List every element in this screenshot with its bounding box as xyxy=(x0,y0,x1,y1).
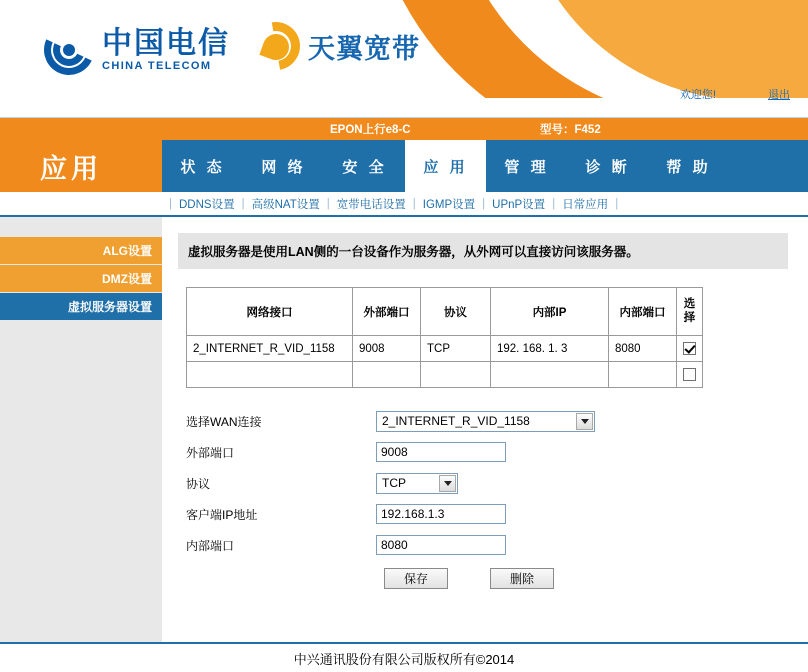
label-external-port: 外部端口 xyxy=(186,445,235,460)
subnav-item-advanced-nat[interactable]: 高级NAT设置 xyxy=(251,198,320,211)
body-area xyxy=(0,217,808,642)
subnav-separator: | xyxy=(615,197,619,210)
protocol-value: TCP xyxy=(382,476,406,490)
brand-name-en: CHINA TELECOM xyxy=(102,59,212,72)
save-button[interactable]: 保存 xyxy=(384,568,448,589)
header-inner-port: 内部端口 xyxy=(609,288,677,336)
sidebar-item-alg[interactable]: ALG设置 xyxy=(0,237,162,264)
wan-connection-select[interactable] xyxy=(376,411,595,432)
cell-inner-ip: 192. 168. 1. 3 xyxy=(491,336,609,362)
sub-brand-name: 天翼宽带 xyxy=(308,33,420,65)
sub-brand-logo xyxy=(248,20,420,72)
tab-diagnostics[interactable]: 诊 断 xyxy=(585,157,630,176)
row-select-checkbox[interactable] xyxy=(683,368,696,381)
label-internal-port: 内部端口 xyxy=(186,538,235,553)
chevron-down-icon[interactable] xyxy=(576,413,593,430)
cell-select xyxy=(677,362,703,388)
cell-inner-port: 8080 xyxy=(609,336,677,362)
china-telecom-mark-icon xyxy=(42,25,96,75)
sidebar xyxy=(0,217,162,642)
subnav-item-igmp[interactable]: IGMP设置 xyxy=(422,198,476,211)
tab-security[interactable]: 安 全 xyxy=(342,157,387,176)
device-info-bar xyxy=(0,118,808,140)
table-row xyxy=(187,362,703,388)
device-model: 型号：F452 xyxy=(540,124,601,136)
header-banner xyxy=(0,0,808,98)
header-ext-port: 外部端口 xyxy=(353,288,421,336)
header-interface: 网络接口 xyxy=(187,288,353,336)
cell-inner-ip xyxy=(491,362,609,388)
brand-name-cn: 中国电信 xyxy=(102,26,230,62)
main-tabs xyxy=(162,140,808,192)
content-area xyxy=(162,217,808,642)
cell-ext-port: 9008 xyxy=(353,336,421,362)
tab-application[interactable]: 应 用 xyxy=(405,140,486,192)
cell-protocol: TCP xyxy=(421,336,491,362)
tab-status[interactable]: 状 态 xyxy=(180,157,225,176)
cell-interface xyxy=(187,362,353,388)
external-port-input[interactable] xyxy=(376,442,506,462)
page-title: 应用 xyxy=(40,153,102,185)
china-telecom-logo xyxy=(42,25,230,75)
subnav-item-upnp[interactable]: UPnP设置 xyxy=(492,198,546,211)
virtual-server-table xyxy=(186,287,703,388)
form-row-inner-port xyxy=(186,534,788,556)
row-select-checkbox[interactable] xyxy=(683,342,696,355)
form-row-protocol xyxy=(186,472,788,494)
table-header-row xyxy=(187,288,703,336)
device-name: EPON上行e8-C xyxy=(330,124,411,136)
chevron-down-icon[interactable] xyxy=(439,475,456,492)
client-ip-input[interactable] xyxy=(376,504,506,524)
subnav-separator: | xyxy=(552,197,556,210)
swirl-icon xyxy=(248,20,304,72)
sidebar-item-virtual-server[interactable]: 虚拟服务器设置 xyxy=(0,293,162,320)
wan-connection-value: 2_INTERNET_R_VID_1158 xyxy=(382,414,530,428)
form-row-ext-port xyxy=(186,441,788,463)
welcome-strip xyxy=(0,89,808,118)
tab-network[interactable]: 网 络 xyxy=(261,157,306,176)
cell-interface: 2_INTERNET_R_VID_1158 xyxy=(187,336,353,362)
header-select: 选择 xyxy=(677,288,703,336)
cell-protocol xyxy=(421,362,491,388)
tab-management[interactable]: 管 理 xyxy=(504,157,549,176)
header-protocol: 协议 xyxy=(421,288,491,336)
virtual-server-form xyxy=(186,410,788,589)
subnav-separator: | xyxy=(412,197,416,210)
internal-port-input[interactable] xyxy=(376,535,506,555)
subnav-separator: | xyxy=(482,197,486,210)
sidebar-item-dmz[interactable]: DMZ设置 xyxy=(0,265,162,292)
form-buttons xyxy=(384,568,788,589)
label-protocol: 协议 xyxy=(186,476,211,491)
subnav-separator: | xyxy=(326,197,330,210)
subnav-item-broadband-phone[interactable]: 宽带电话设置 xyxy=(336,198,406,211)
label-client-ip: 客户端IP地址 xyxy=(186,507,258,522)
subnav-separator: | xyxy=(169,197,172,210)
footer xyxy=(0,642,808,672)
header-inner-ip: 内部IP xyxy=(491,288,609,336)
protocol-select[interactable] xyxy=(376,473,458,494)
main-nav-row xyxy=(0,140,808,192)
cell-select xyxy=(677,336,703,362)
delete-button[interactable]: 删除 xyxy=(490,568,554,589)
cell-inner-port xyxy=(609,362,677,388)
table-row xyxy=(187,336,703,362)
tab-help[interactable]: 帮 助 xyxy=(666,157,711,176)
subnav-item-ddns[interactable]: DDNS设置 xyxy=(179,198,235,211)
cell-ext-port xyxy=(353,362,421,388)
sub-nav xyxy=(0,192,808,217)
description-note: 虚拟服务器是使用LAN侧的一台设备作为服务器，从外网可以直接访问该服务器。 xyxy=(178,233,788,269)
form-row-wan xyxy=(186,410,788,432)
logout-link[interactable]: 退出 xyxy=(768,89,790,101)
welcome-text: 欢迎您! xyxy=(679,89,716,101)
label-wan-connection: 选择WAN连接 xyxy=(186,414,262,429)
footer-copyright: 中兴通讯股份有限公司版权所有©2014 xyxy=(293,651,515,667)
subnav-separator: | xyxy=(241,197,245,210)
form-row-client-ip xyxy=(186,503,788,525)
subnav-item-daily-apps[interactable]: 日常应用 xyxy=(562,198,609,211)
